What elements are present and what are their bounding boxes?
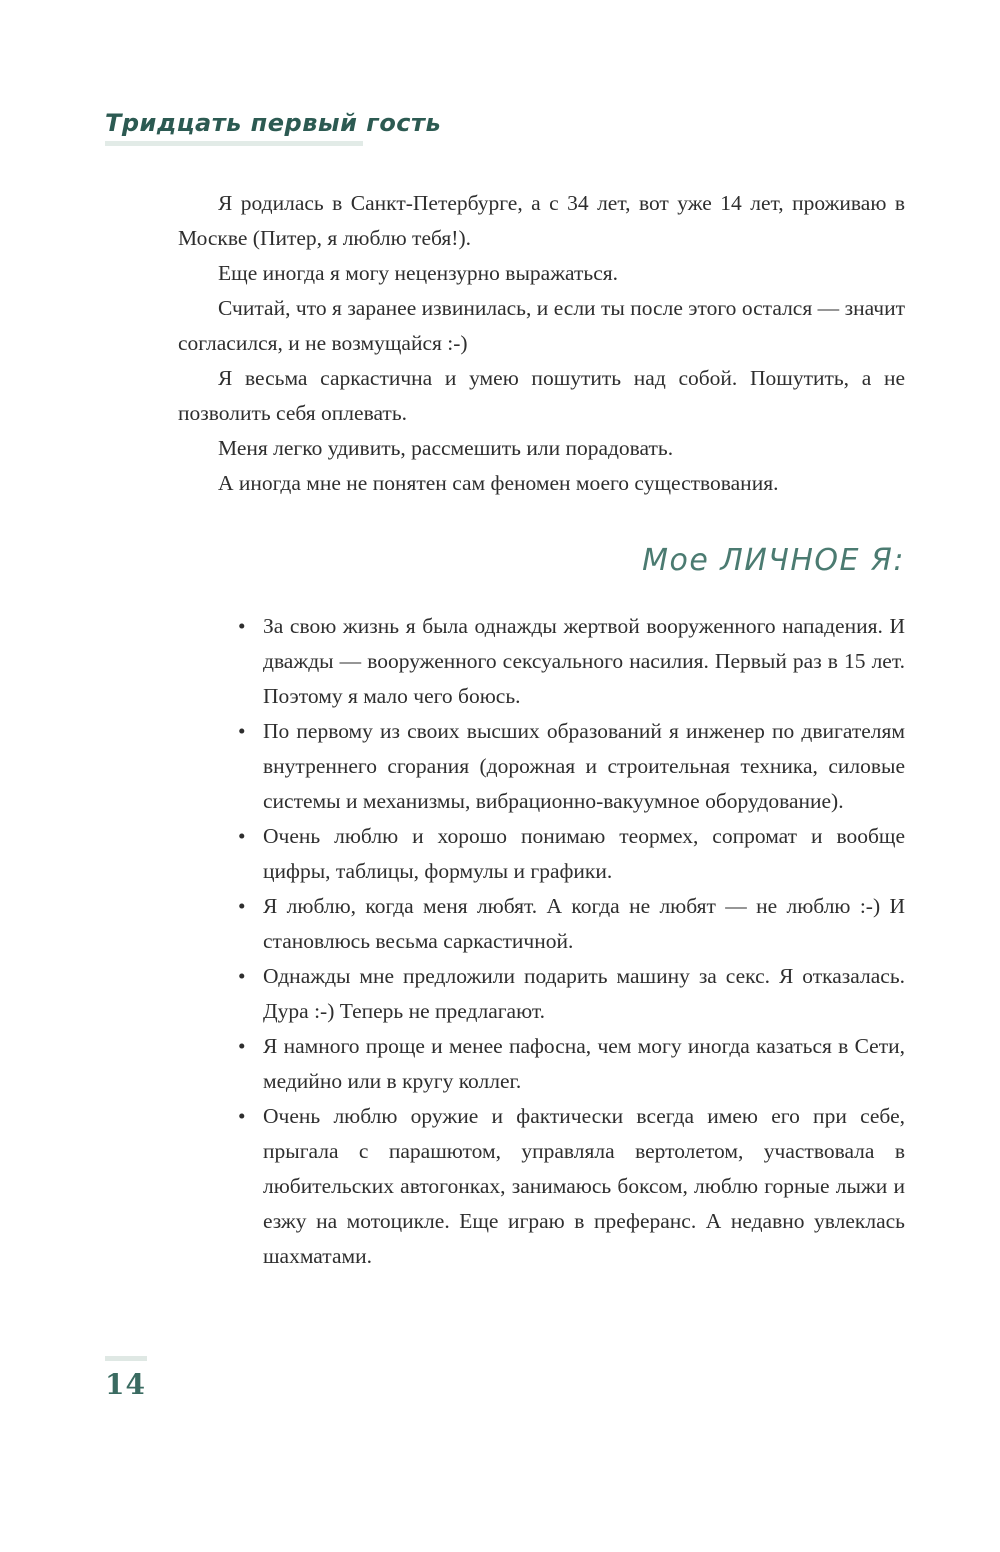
chapter-title: Тридцать первый гость	[105, 109, 442, 137]
list-item-text: Я намного проще и менее пафосна, чем могу иногда казаться в Сети, медийно или в кругу коллег.	[263, 1034, 905, 1094]
bullet-icon: •	[238, 614, 246, 639]
page-number: 14	[105, 1368, 146, 1401]
list-item	[238, 889, 905, 959]
bullet-list	[238, 609, 905, 1274]
list-item-text: Очень люблю и хорошо понимаю теормех, сопромат и вообще цифры, таблицы, формулы и графики.	[263, 824, 905, 884]
text-block	[178, 186, 905, 1274]
bullet-icon: •	[238, 1034, 246, 1059]
list-item-text: По первому из своих высших образований я инженер по двигателям внутреннего сгорания (дорожная и строительная техника, силовые системы и механизмы, вибрационно-вакуумное оборудование).	[263, 719, 905, 814]
list-item-text: Очень люблю оружие и фактически всегда имею его при себе, прыгала с парашютом, управляла вертолетом, участвовала в любительских автогонках, занимаюсь боксом, люблю горные лыжи и езжу на мотоцикле. Еще играю в преферанс. А недавно увлеклась шахматами.	[263, 1104, 905, 1269]
page-footer	[105, 1356, 147, 1401]
paragraph: Считай, что я заранее извинилась, и если ты после этого остался — значит согласился, и не возмущайся :-)	[178, 296, 905, 356]
paragraph: Я родилась в Санкт-Петербурге, а с 34 лет, вот уже 14 лет, проживаю в Москве (Питер, я люблю тебя!).	[178, 191, 905, 251]
list-item-text: Однажды мне предложили подарить машину за секс. Я отказалась. Дура :-) Теперь не предлагают.	[263, 964, 905, 1024]
bullet-icon: •	[238, 964, 246, 989]
list-item	[238, 1099, 905, 1274]
paragraph: Я весьма саркастична и умею пошутить над собой. Пошутить, а не позволить себя оплевать.	[178, 366, 905, 426]
bullet-icon: •	[238, 824, 246, 849]
list-item-text: Я люблю, когда меня любят. А когда не любят — не люблю :-) И становлюсь весьма саркастичной.	[263, 894, 905, 954]
paragraph: Еще иногда я могу нецензурно выражаться.	[218, 261, 619, 286]
folio-rule	[105, 1356, 147, 1361]
list-item	[238, 959, 905, 1029]
bullet-icon: •	[238, 894, 246, 919]
list-item	[238, 609, 905, 714]
list-item	[238, 819, 905, 889]
bullet-icon: •	[238, 719, 246, 744]
list-item-text: За свою жизнь я была однажды жертвой вооруженного нападения. И дважды — вооруженного сексуального насилия. Первый раз в 15 лет. Поэтому я мало чего боюсь.	[263, 614, 905, 709]
list-item	[238, 714, 905, 819]
header-underline	[105, 141, 363, 146]
bullet-icon: •	[238, 1104, 246, 1129]
running-head	[105, 110, 905, 146]
section-heading: Мое ЛИЧНОЕ Я:	[642, 543, 905, 579]
paragraph: А иногда мне не понятен сам феномен моего существования.	[218, 471, 779, 496]
paragraph: Меня легко удивить, рассмешить или порадовать.	[218, 436, 674, 461]
list-item	[238, 1029, 905, 1099]
